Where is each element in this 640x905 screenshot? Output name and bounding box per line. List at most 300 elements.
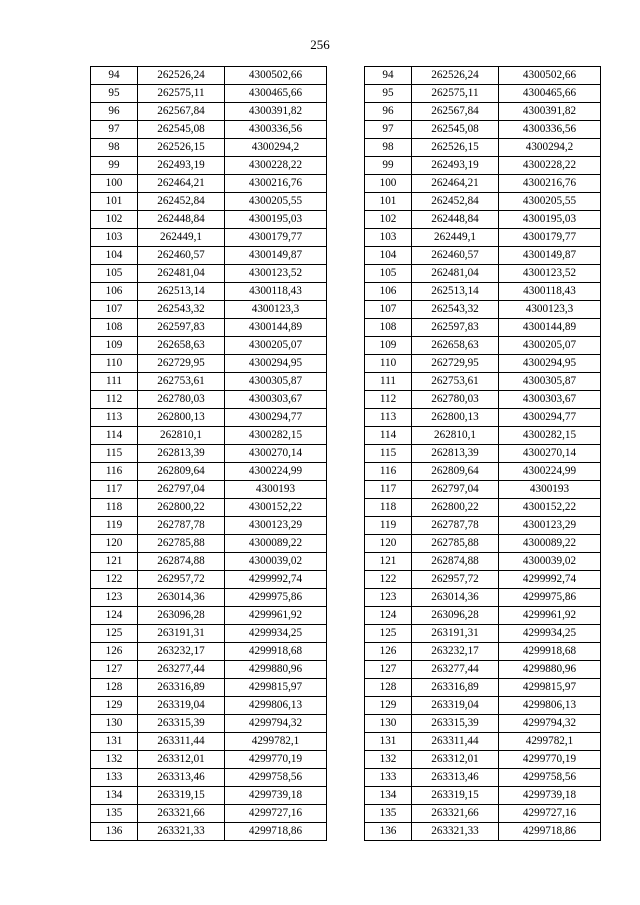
x-coordinate-cell: 262449,1 (138, 229, 225, 247)
x-coordinate-cell: 263232,17 (412, 643, 499, 661)
x-coordinate-cell: 262780,03 (138, 391, 225, 409)
y-coordinate-cell: 4299806,13 (499, 697, 601, 715)
y-coordinate-cell: 4300391,82 (225, 103, 327, 121)
y-coordinate-cell: 4300294,2 (225, 139, 327, 157)
y-coordinate-cell: 4299758,56 (225, 769, 327, 787)
y-coordinate-cell: 4300336,56 (499, 121, 601, 139)
point-number-cell: 135 (365, 805, 412, 823)
table-row (91, 409, 327, 427)
x-coordinate-cell: 263319,04 (138, 697, 225, 715)
x-coordinate-cell: 262800,13 (138, 409, 225, 427)
x-coordinate-cell: 262787,78 (412, 517, 499, 535)
point-number-cell: 94 (365, 67, 412, 85)
point-number-cell: 124 (91, 607, 138, 625)
y-coordinate-cell: 4300123,52 (225, 265, 327, 283)
x-coordinate-cell: 262448,84 (138, 211, 225, 229)
table-row (91, 769, 327, 787)
coordinates-table-left-body (91, 67, 327, 841)
table-row (365, 823, 601, 841)
point-number-cell: 106 (91, 283, 138, 301)
x-coordinate-cell: 263191,31 (412, 625, 499, 643)
y-coordinate-cell: 4299727,16 (499, 805, 601, 823)
table-row (91, 787, 327, 805)
x-coordinate-cell: 262452,84 (412, 193, 499, 211)
y-coordinate-cell: 4299782,1 (499, 733, 601, 751)
table-row (365, 409, 601, 427)
table-row (365, 121, 601, 139)
y-coordinate-cell: 4299918,68 (225, 643, 327, 661)
x-coordinate-cell: 263232,17 (138, 643, 225, 661)
table-row (91, 229, 327, 247)
y-coordinate-cell: 4300123,3 (225, 301, 327, 319)
table-row (365, 571, 601, 589)
y-coordinate-cell: 4299782,1 (225, 733, 327, 751)
y-coordinate-cell: 4300502,66 (499, 67, 601, 85)
y-coordinate-cell: 4300294,95 (225, 355, 327, 373)
x-coordinate-cell: 263277,44 (412, 661, 499, 679)
y-coordinate-cell: 4300205,55 (225, 193, 327, 211)
x-coordinate-cell: 263321,33 (138, 823, 225, 841)
point-number-cell: 127 (365, 661, 412, 679)
table-row (365, 607, 601, 625)
point-number-cell: 115 (91, 445, 138, 463)
point-number-cell: 105 (91, 265, 138, 283)
y-coordinate-cell: 4299880,96 (225, 661, 327, 679)
point-number-cell: 117 (365, 481, 412, 499)
table-row (365, 229, 601, 247)
x-coordinate-cell: 262526,24 (412, 67, 499, 85)
point-number-cell: 115 (365, 445, 412, 463)
y-coordinate-cell: 4300123,29 (225, 517, 327, 535)
x-coordinate-cell: 262513,14 (412, 283, 499, 301)
point-number-cell: 132 (365, 751, 412, 769)
point-number-cell: 108 (365, 319, 412, 337)
point-number-cell: 107 (91, 301, 138, 319)
table-row (365, 715, 601, 733)
x-coordinate-cell: 262460,57 (412, 247, 499, 265)
x-coordinate-cell: 262575,11 (138, 85, 225, 103)
x-coordinate-cell: 262797,04 (412, 481, 499, 499)
point-number-cell: 102 (91, 211, 138, 229)
x-coordinate-cell: 263096,28 (412, 607, 499, 625)
x-coordinate-cell: 263312,01 (138, 751, 225, 769)
point-number-cell: 114 (365, 427, 412, 445)
y-coordinate-cell: 4300144,89 (225, 319, 327, 337)
point-number-cell: 97 (365, 121, 412, 139)
x-coordinate-cell: 262753,61 (138, 373, 225, 391)
point-number-cell: 111 (365, 373, 412, 391)
table-row (365, 463, 601, 481)
point-number-cell: 130 (365, 715, 412, 733)
x-coordinate-cell: 263312,01 (412, 751, 499, 769)
point-number-cell: 112 (91, 391, 138, 409)
y-coordinate-cell: 4300149,87 (499, 247, 601, 265)
table-row (91, 625, 327, 643)
point-number-cell: 112 (365, 391, 412, 409)
table-row (365, 85, 601, 103)
x-coordinate-cell: 262797,04 (138, 481, 225, 499)
coordinates-table-right-body (365, 67, 601, 841)
table-row (365, 643, 601, 661)
table-row (91, 211, 327, 229)
table-row (365, 427, 601, 445)
y-coordinate-cell: 4300303,67 (225, 391, 327, 409)
table-row (91, 463, 327, 481)
x-coordinate-cell: 263315,39 (138, 715, 225, 733)
table-row (365, 319, 601, 337)
y-coordinate-cell: 4300303,67 (499, 391, 601, 409)
y-coordinate-cell: 4300118,43 (499, 283, 601, 301)
y-coordinate-cell: 4300193 (225, 481, 327, 499)
x-coordinate-cell: 262575,11 (412, 85, 499, 103)
table-row (365, 265, 601, 283)
point-number-cell: 107 (365, 301, 412, 319)
table-row (365, 193, 601, 211)
y-coordinate-cell: 4300305,87 (499, 373, 601, 391)
point-number-cell: 102 (365, 211, 412, 229)
point-number-cell: 103 (365, 229, 412, 247)
table-row (365, 157, 601, 175)
table-row (365, 373, 601, 391)
y-coordinate-cell: 4299992,74 (225, 571, 327, 589)
y-coordinate-cell: 4300123,52 (499, 265, 601, 283)
x-coordinate-cell: 262658,63 (412, 337, 499, 355)
y-coordinate-cell: 4299815,97 (499, 679, 601, 697)
x-coordinate-cell: 263313,46 (138, 769, 225, 787)
table-row (365, 553, 601, 571)
x-coordinate-cell: 263311,44 (138, 733, 225, 751)
y-coordinate-cell: 4299975,86 (499, 589, 601, 607)
point-number-cell: 132 (91, 751, 138, 769)
point-number-cell: 104 (91, 247, 138, 265)
point-number-cell: 123 (365, 589, 412, 607)
point-number-cell: 116 (365, 463, 412, 481)
table-row (365, 211, 601, 229)
point-number-cell: 100 (365, 175, 412, 193)
point-number-cell: 98 (91, 139, 138, 157)
table-row (365, 445, 601, 463)
coordinates-table-left (90, 66, 327, 841)
point-number-cell: 118 (365, 499, 412, 517)
x-coordinate-cell: 262493,19 (138, 157, 225, 175)
x-coordinate-cell: 262809,64 (138, 463, 225, 481)
x-coordinate-cell: 262567,84 (412, 103, 499, 121)
table-row (365, 283, 601, 301)
x-coordinate-cell: 262753,61 (412, 373, 499, 391)
point-number-cell: 121 (365, 553, 412, 571)
table-row (91, 679, 327, 697)
y-coordinate-cell: 4300465,66 (225, 85, 327, 103)
point-number-cell: 129 (91, 697, 138, 715)
point-number-cell: 97 (91, 121, 138, 139)
y-coordinate-cell: 4300039,02 (225, 553, 327, 571)
table-row (91, 265, 327, 283)
x-coordinate-cell: 262957,72 (412, 571, 499, 589)
point-number-cell: 133 (91, 769, 138, 787)
point-number-cell: 95 (91, 85, 138, 103)
y-coordinate-cell: 4300179,77 (225, 229, 327, 247)
y-coordinate-cell: 4299758,56 (499, 769, 601, 787)
y-coordinate-cell: 4300152,22 (225, 499, 327, 517)
point-number-cell: 110 (365, 355, 412, 373)
table-row (365, 391, 601, 409)
point-number-cell: 103 (91, 229, 138, 247)
page-number: 256 (310, 37, 330, 52)
x-coordinate-cell: 262874,88 (138, 553, 225, 571)
point-number-cell: 99 (91, 157, 138, 175)
x-coordinate-cell: 263313,46 (412, 769, 499, 787)
point-number-cell: 124 (365, 607, 412, 625)
table-row (365, 247, 601, 265)
table-row (365, 301, 601, 319)
y-coordinate-cell: 4299739,18 (499, 787, 601, 805)
y-coordinate-cell: 4299880,96 (499, 661, 601, 679)
point-number-cell: 123 (91, 589, 138, 607)
point-number-cell: 122 (91, 571, 138, 589)
table-row (91, 175, 327, 193)
y-coordinate-cell: 4300465,66 (499, 85, 601, 103)
x-coordinate-cell: 262567,84 (138, 103, 225, 121)
point-number-cell: 120 (365, 535, 412, 553)
point-number-cell: 120 (91, 535, 138, 553)
x-coordinate-cell: 262658,63 (138, 337, 225, 355)
x-coordinate-cell: 262526,15 (412, 139, 499, 157)
x-coordinate-cell: 262597,83 (412, 319, 499, 337)
y-coordinate-cell: 4300294,2 (499, 139, 601, 157)
point-number-cell: 109 (365, 337, 412, 355)
y-coordinate-cell: 4300270,14 (225, 445, 327, 463)
table-row (91, 481, 327, 499)
point-number-cell: 94 (91, 67, 138, 85)
point-number-cell: 100 (91, 175, 138, 193)
table-row (91, 517, 327, 535)
table-row (91, 715, 327, 733)
table-row (365, 589, 601, 607)
point-number-cell: 121 (91, 553, 138, 571)
x-coordinate-cell: 262800,22 (138, 499, 225, 517)
y-coordinate-cell: 4299794,32 (225, 715, 327, 733)
table-row (365, 139, 601, 157)
y-coordinate-cell: 4299718,86 (499, 823, 601, 841)
x-coordinate-cell: 262813,39 (412, 445, 499, 463)
point-number-cell: 126 (91, 643, 138, 661)
x-coordinate-cell: 262785,88 (412, 535, 499, 553)
x-coordinate-cell: 262543,32 (138, 301, 225, 319)
table-row (91, 751, 327, 769)
x-coordinate-cell: 262800,13 (412, 409, 499, 427)
y-coordinate-cell: 4299961,92 (225, 607, 327, 625)
table-row (91, 337, 327, 355)
y-coordinate-cell: 4300294,77 (225, 409, 327, 427)
table-row (91, 571, 327, 589)
x-coordinate-cell: 263277,44 (138, 661, 225, 679)
y-coordinate-cell: 4300205,55 (499, 193, 601, 211)
y-coordinate-cell: 4300144,89 (499, 319, 601, 337)
y-coordinate-cell: 4300391,82 (499, 103, 601, 121)
table-row (365, 355, 601, 373)
y-coordinate-cell: 4299918,68 (499, 643, 601, 661)
y-coordinate-cell: 4300228,22 (225, 157, 327, 175)
table-row (91, 427, 327, 445)
y-coordinate-cell: 4300152,22 (499, 499, 601, 517)
table-row (365, 733, 601, 751)
x-coordinate-cell: 263311,44 (412, 733, 499, 751)
x-coordinate-cell: 262545,08 (412, 121, 499, 139)
y-coordinate-cell: 4300305,87 (225, 373, 327, 391)
x-coordinate-cell: 262780,03 (412, 391, 499, 409)
y-coordinate-cell: 4299727,16 (225, 805, 327, 823)
table-row (91, 67, 327, 85)
x-coordinate-cell: 262810,1 (412, 427, 499, 445)
table-row (91, 283, 327, 301)
y-coordinate-cell: 4299739,18 (225, 787, 327, 805)
y-coordinate-cell: 4300089,22 (225, 535, 327, 553)
point-number-cell: 113 (91, 409, 138, 427)
y-coordinate-cell: 4300336,56 (225, 121, 327, 139)
point-number-cell: 95 (365, 85, 412, 103)
x-coordinate-cell: 262464,21 (412, 175, 499, 193)
x-coordinate-cell: 262597,83 (138, 319, 225, 337)
y-coordinate-cell: 4300089,22 (499, 535, 601, 553)
table-row (365, 103, 601, 121)
y-coordinate-cell: 4300502,66 (225, 67, 327, 85)
x-coordinate-cell: 262800,22 (412, 499, 499, 517)
y-coordinate-cell: 4300294,95 (499, 355, 601, 373)
x-coordinate-cell: 262810,1 (138, 427, 225, 445)
y-coordinate-cell: 4299794,32 (499, 715, 601, 733)
y-coordinate-cell: 4300205,07 (225, 337, 327, 355)
x-coordinate-cell: 263319,15 (412, 787, 499, 805)
y-coordinate-cell: 4300123,29 (499, 517, 601, 535)
point-number-cell: 134 (91, 787, 138, 805)
point-number-cell: 105 (365, 265, 412, 283)
table-row (91, 373, 327, 391)
x-coordinate-cell: 262481,04 (412, 265, 499, 283)
point-number-cell: 122 (365, 571, 412, 589)
point-number-cell: 129 (365, 697, 412, 715)
table-row (365, 499, 601, 517)
table-row (365, 337, 601, 355)
table-row (91, 103, 327, 121)
x-coordinate-cell: 262729,95 (138, 355, 225, 373)
table-row (91, 391, 327, 409)
y-coordinate-cell: 4299806,13 (225, 697, 327, 715)
x-coordinate-cell: 262449,1 (412, 229, 499, 247)
y-coordinate-cell: 4300118,43 (225, 283, 327, 301)
y-coordinate-cell: 4300294,77 (499, 409, 601, 427)
table-row (365, 517, 601, 535)
y-coordinate-cell: 4300282,15 (225, 427, 327, 445)
table-row (91, 247, 327, 265)
table-row (365, 751, 601, 769)
point-number-cell: 106 (365, 283, 412, 301)
table-row (365, 67, 601, 85)
point-number-cell: 108 (91, 319, 138, 337)
y-coordinate-cell: 4299961,92 (499, 607, 601, 625)
y-coordinate-cell: 4299975,86 (225, 589, 327, 607)
table-row (91, 319, 327, 337)
table-row (91, 661, 327, 679)
table-row (365, 697, 601, 715)
y-coordinate-cell: 4300282,15 (499, 427, 601, 445)
table-row (91, 85, 327, 103)
point-number-cell: 136 (91, 823, 138, 841)
table-row (365, 679, 601, 697)
point-number-cell: 113 (365, 409, 412, 427)
point-number-cell: 101 (365, 193, 412, 211)
table-row (91, 157, 327, 175)
point-number-cell: 127 (91, 661, 138, 679)
x-coordinate-cell: 263316,89 (412, 679, 499, 697)
point-number-cell: 104 (365, 247, 412, 265)
x-coordinate-cell: 262545,08 (138, 121, 225, 139)
point-number-cell: 99 (365, 157, 412, 175)
y-coordinate-cell: 4300195,03 (225, 211, 327, 229)
x-coordinate-cell: 263315,39 (412, 715, 499, 733)
table-row (91, 805, 327, 823)
y-coordinate-cell: 4299934,25 (499, 625, 601, 643)
point-number-cell: 126 (365, 643, 412, 661)
table-row (91, 355, 327, 373)
point-number-cell: 116 (91, 463, 138, 481)
table-row (91, 499, 327, 517)
x-coordinate-cell: 262543,32 (412, 301, 499, 319)
x-coordinate-cell: 262785,88 (138, 535, 225, 553)
point-number-cell: 131 (365, 733, 412, 751)
point-number-cell: 130 (91, 715, 138, 733)
point-number-cell: 118 (91, 499, 138, 517)
y-coordinate-cell: 4299992,74 (499, 571, 601, 589)
x-coordinate-cell: 263319,04 (412, 697, 499, 715)
x-coordinate-cell: 262813,39 (138, 445, 225, 463)
x-coordinate-cell: 262787,78 (138, 517, 225, 535)
coordinates-table-right (364, 66, 601, 841)
x-coordinate-cell: 262452,84 (138, 193, 225, 211)
x-coordinate-cell: 262464,21 (138, 175, 225, 193)
point-number-cell: 119 (365, 517, 412, 535)
y-coordinate-cell: 4300149,87 (225, 247, 327, 265)
point-number-cell: 114 (91, 427, 138, 445)
point-number-cell: 101 (91, 193, 138, 211)
table-row (365, 535, 601, 553)
x-coordinate-cell: 262448,84 (412, 211, 499, 229)
x-coordinate-cell: 263321,33 (412, 823, 499, 841)
table-row (91, 301, 327, 319)
x-coordinate-cell: 263096,28 (138, 607, 225, 625)
point-number-cell: 96 (365, 103, 412, 121)
y-coordinate-cell: 4299934,25 (225, 625, 327, 643)
y-coordinate-cell: 4300193 (499, 481, 601, 499)
table-row (365, 769, 601, 787)
y-coordinate-cell: 4300179,77 (499, 229, 601, 247)
point-number-cell: 133 (365, 769, 412, 787)
x-coordinate-cell: 263191,31 (138, 625, 225, 643)
table-row (91, 589, 327, 607)
table-row (91, 139, 327, 157)
x-coordinate-cell: 262526,15 (138, 139, 225, 157)
point-number-cell: 96 (91, 103, 138, 121)
table-row (91, 643, 327, 661)
table-row (91, 535, 327, 553)
x-coordinate-cell: 263014,36 (138, 589, 225, 607)
table-row (365, 661, 601, 679)
y-coordinate-cell: 4300123,3 (499, 301, 601, 319)
point-number-cell: 98 (365, 139, 412, 157)
table-row (91, 733, 327, 751)
y-coordinate-cell: 4300228,22 (499, 157, 601, 175)
table-row (365, 787, 601, 805)
y-coordinate-cell: 4300270,14 (499, 445, 601, 463)
